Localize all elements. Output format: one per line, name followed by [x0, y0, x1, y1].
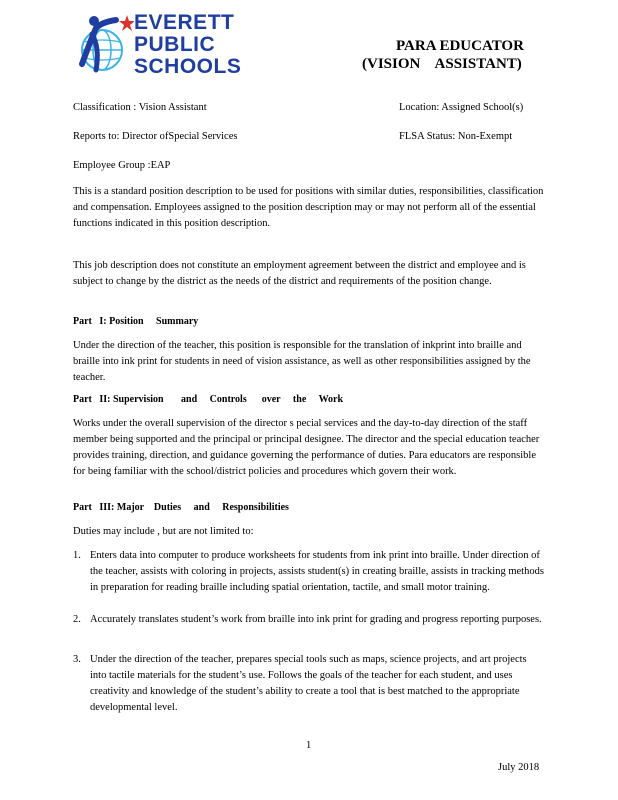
part2-heading: Part II: Supervision and Controls over the Work [73, 394, 344, 405]
job-title-line-1: PARA EDUCATOR [396, 38, 524, 54]
flsa-status: FLSA Status: Non-Exempt [399, 131, 513, 142]
part3-intro: Duties may include , but are not limited to: [73, 526, 254, 537]
revision-date: July 2018 [498, 762, 540, 773]
logo-line-2: PUBLIC [134, 33, 216, 56]
list-item-text: Enters data into computer to produce worksheets for students from ink print into braille. Under direction of the teacher, assists with coloring in projects, assists student(s) in creating braille, assists in tracking methods in preparation for reading braille including spatial orientation, tactile, and small motor training. [90, 550, 544, 593]
list-item-text: Under the direction of the teacher, prepares special tools such as maps, science projects, and art projects into tactile materials for the student’s use. Follows the goals of the teacher for each student, and uses creativity and knowledge of the student’s ability to create a tool that is best matched to the appropriate developmental level. [90, 654, 527, 713]
location: Location: Assigned School(s) [399, 102, 524, 113]
job-title-line-2: (VISION ASSISTANT) [362, 56, 522, 72]
globe-figure-icon [72, 12, 134, 78]
district-logo [72, 11, 242, 78]
part3-heading: Part III: Major Duties and Responsibilities [73, 502, 289, 513]
intro-paragraph-1: This is a standard position description to be used for positions with similar duties, responsibilities, classification and compensation. Employees assigned to the position description may or may not perform all of the essential functions indicated in this position description. [73, 186, 544, 229]
list-item-number: 2. [73, 614, 81, 625]
part1-heading: Part I: Position Summary [73, 316, 199, 327]
list-item-number: 1. [73, 550, 81, 561]
reports-to: Reports to: Director ofSpecial Services [73, 131, 238, 142]
page-number: 1 [306, 740, 312, 751]
classification: Classification : Vision Assistant [73, 102, 207, 113]
logo-line-1: EVERETT [134, 11, 235, 34]
employee-group: Employee Group :EAP [73, 160, 171, 171]
list-item-text: Accurately translates student’s work from braille into ink print for grading and progress reporting purposes. [90, 614, 542, 625]
intro-paragraph-2: This job description does not constitute an employment agreement between the district and employee and is subject to change by the district as the needs of the district and requirements of the position change. [73, 260, 526, 287]
list-item-number: 3. [73, 654, 81, 665]
logo-line-3: SCHOOLS [134, 55, 242, 78]
part2-text: Works under the overall supervision of the director s pecial services and the day-to-day direction of the staff member being supported and the principal or principal designee. The director and the special education teacher provides training, direction, and guidance governing the performance of duties. Para educators are responsible for being familiar with the school/district policies and procedures which govern their work. [73, 418, 540, 477]
part1-text: Under the direction of the teacher, this position is responsible for the translation of inkprint into braille and braille into ink print for students in need of vision assistance, as well as other responsibilities assigned by the teacher. [73, 340, 531, 383]
